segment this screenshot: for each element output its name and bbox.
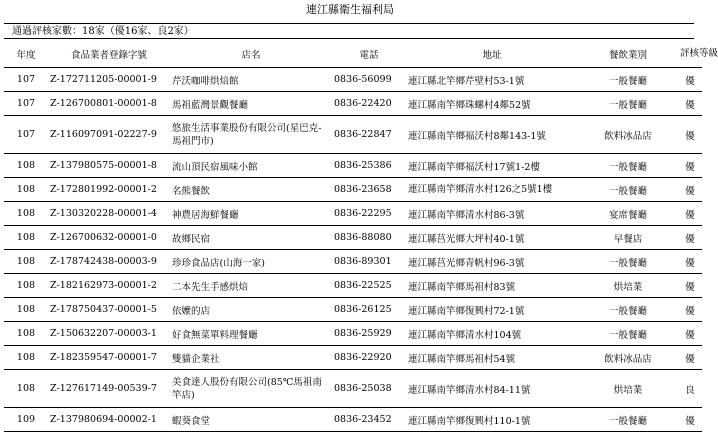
cell-year: 108 — [4, 154, 48, 178]
cell-store-name: 二本先生手感烘焙 — [170, 274, 332, 298]
header-business-category: 餐飲業別 — [578, 40, 678, 68]
cell-business-category: 飲料冰品店 — [578, 116, 678, 154]
cell-year: 108 — [4, 202, 48, 226]
cell-address: 連江縣南竿鄉馬祖村83號 — [406, 274, 578, 298]
cell-phone: 0836-56099 — [332, 68, 406, 92]
cell-grade: 優 — [678, 322, 702, 346]
cell-phone: 0836-89301 — [332, 250, 406, 274]
cell-store-name: 珍珍食品店(山海一家) — [170, 250, 332, 274]
cell-phone: 0836-22847 — [332, 116, 406, 154]
cell-business-category: 宴席餐廳 — [578, 202, 678, 226]
cell-year: 107 — [4, 68, 48, 92]
cell-business-category: 一般餐廳 — [578, 298, 678, 322]
cell-registration-number: Z-126700801-00001-8 — [48, 92, 170, 116]
cell-year: 109 — [4, 408, 48, 432]
cell-store-name: 依嬤的店 — [170, 298, 332, 322]
cell-phone: 0836-22525 — [332, 274, 406, 298]
cell-address: 連江縣莒光鄉大坪村40-1號 — [406, 226, 578, 250]
cell-store-name: 雙貓企業社 — [170, 346, 332, 370]
table-row — [4, 178, 702, 202]
table-row — [4, 408, 702, 432]
cell-phone: 0836-22295 — [332, 202, 406, 226]
table-row — [4, 116, 702, 154]
cell-address: 連江縣南竿鄉清水村126之5號1樓 — [406, 178, 578, 202]
cell-year: 108 — [4, 370, 48, 408]
cell-phone: 0836-22920 — [332, 346, 406, 370]
cell-registration-number: Z-172711205-00001-9 — [48, 68, 170, 92]
cell-business-category: 一般餐廳 — [578, 178, 678, 202]
cell-registration-number: Z-126700632-00001-0 — [48, 226, 170, 250]
cell-grade: 優 — [678, 298, 702, 322]
cell-phone: 0836-22420 — [332, 92, 406, 116]
table-row — [4, 226, 702, 250]
cell-year: 108 — [4, 178, 48, 202]
cell-store-name: 芹沃咖啡烘焙館 — [170, 68, 332, 92]
cell-year: 107 — [4, 92, 48, 116]
cell-grade: 優 — [678, 154, 702, 178]
cell-registration-number: Z-172801992-00001-2 — [48, 178, 170, 202]
evaluation-summary: 通過評核家數：18家（優16家、良2家） — [4, 23, 694, 39]
cell-business-category: 一般餐廳 — [578, 322, 678, 346]
certified-restaurants-table — [4, 40, 718, 432]
cell-address: 連江縣北竿鄉芹壁村53-1號 — [406, 68, 578, 92]
table-row — [4, 370, 702, 408]
cell-phone: 0836-25929 — [332, 322, 406, 346]
cell-year: 108 — [4, 346, 48, 370]
cell-business-category: 飲料冰品店 — [578, 346, 678, 370]
table-row — [4, 346, 702, 370]
cell-registration-number: Z-178750437-00001-5 — [48, 298, 170, 322]
cell-address: 連江縣南竿鄉福沃村17號1-2樓 — [406, 154, 578, 178]
cell-store-name: 馬祖藍灣景觀餐廳 — [170, 92, 332, 116]
cell-address: 連江縣南竿鄉珠螺村4鄰52號 — [406, 92, 578, 116]
cell-grade: 優 — [678, 92, 702, 116]
cell-grade: 優 — [678, 408, 702, 432]
cell-store-name: 好食無菜單料理餐廳 — [170, 322, 332, 346]
cell-registration-number: Z-127617149-00539-7 — [48, 370, 170, 408]
cell-business-category: 一般餐廳 — [578, 250, 678, 274]
table-row — [4, 68, 702, 92]
cell-business-category: 一般餐廳 — [578, 68, 678, 92]
cell-business-category: 一般餐廳 — [578, 408, 678, 432]
cell-address: 連江縣南竿鄉清水村84-11號 — [406, 370, 578, 408]
table-row — [4, 154, 702, 178]
cell-registration-number: Z-182162973-00001-2 — [48, 274, 170, 298]
header-address: 地址 — [406, 40, 578, 68]
cell-year: 108 — [4, 322, 48, 346]
cell-registration-number: Z-178742438-00003-9 — [48, 250, 170, 274]
cell-store-name: 蝦葵食堂 — [170, 408, 332, 432]
cell-store-name: 流山頂民宿風味小館 — [170, 154, 332, 178]
cell-grade: 優 — [678, 274, 702, 298]
cell-address: 連江縣南竿鄉清水村86-3號 — [406, 202, 578, 226]
cell-store-name: 故鄉民宿 — [170, 226, 332, 250]
cell-grade: 優 — [678, 346, 702, 370]
cell-grade: 優 — [678, 250, 702, 274]
cell-phone: 0836-23452 — [332, 408, 406, 432]
cell-phone: 0836-23658 — [332, 178, 406, 202]
header-store-name: 店名 — [170, 40, 332, 68]
cell-grade: 優 — [678, 68, 702, 92]
cell-grade: 優 — [678, 226, 702, 250]
cell-store-name: 神農居海鮮餐廳 — [170, 202, 332, 226]
cell-business-category: 烘培業 — [578, 370, 678, 408]
cell-registration-number: Z-137980575-00001-8 — [48, 154, 170, 178]
cell-address: 連江縣南竿鄉復興村72-1號 — [406, 298, 578, 322]
cell-phone: 0836-26125 — [332, 298, 406, 322]
table-row — [4, 92, 702, 116]
cell-registration-number: Z-137980694-00002-1 — [48, 408, 170, 432]
cell-year: 108 — [4, 226, 48, 250]
header-grade: 評核等級 — [678, 40, 702, 68]
cell-address: 連江縣南竿鄉復興村110-1號 — [406, 408, 578, 432]
cell-grade: 優 — [678, 202, 702, 226]
cell-registration-number: Z-182359547-00001-7 — [48, 346, 170, 370]
cell-business-category: 一般餐廳 — [578, 92, 678, 116]
table-row — [4, 322, 702, 346]
header-year: 年度 — [4, 40, 48, 68]
table-row — [4, 250, 702, 274]
cell-address: 連江縣莒光鄉青帆村96-3號 — [406, 250, 578, 274]
cell-year: 108 — [4, 298, 48, 322]
cell-address: 連江縣南竿鄉福沃村8鄰143-1號 — [406, 116, 578, 154]
header-registration-number: 食品業者登錄字號 — [48, 40, 170, 68]
cell-business-category: 烘培業 — [578, 274, 678, 298]
cell-grade: 優 — [678, 116, 702, 154]
cell-store-name: 悠旅生活事業股份有限公司(星巴克-馬祖門市) — [170, 116, 332, 154]
cell-grade: 優 — [678, 178, 702, 202]
table-header-row — [4, 40, 702, 68]
cell-store-name: 名熊餐飲 — [170, 178, 332, 202]
cell-grade: 良 — [678, 370, 702, 408]
cell-address: 連江縣南竿鄉清水村104號 — [406, 322, 578, 346]
document-title: 連江縣衛生福利局 — [306, 3, 394, 16]
cell-store-name: 美食達人股份有限公司(85℃馬祖南竿店) — [170, 370, 332, 408]
cell-business-category: 早餐店 — [578, 226, 678, 250]
cell-address: 連江縣南竿鄉馬祖村54號 — [406, 346, 578, 370]
cell-business-category: 一般餐廳 — [578, 154, 678, 178]
table-row — [4, 274, 702, 298]
table-body — [4, 68, 702, 432]
cell-registration-number: Z-130320228-00001-4 — [48, 202, 170, 226]
cell-phone: 0836-88080 — [332, 226, 406, 250]
cell-registration-number: Z-150632207-00003-1 — [48, 322, 170, 346]
cell-registration-number: Z-116097091-02227-9 — [48, 116, 170, 154]
cell-year: 108 — [4, 274, 48, 298]
table-row — [4, 202, 702, 226]
cell-year: 108 — [4, 250, 48, 274]
cell-phone: 0836-25038 — [332, 370, 406, 408]
cell-year: 107 — [4, 116, 48, 154]
cell-phone: 0836-25386 — [332, 154, 406, 178]
table-row — [4, 298, 702, 322]
header-phone: 電話 — [332, 40, 406, 68]
